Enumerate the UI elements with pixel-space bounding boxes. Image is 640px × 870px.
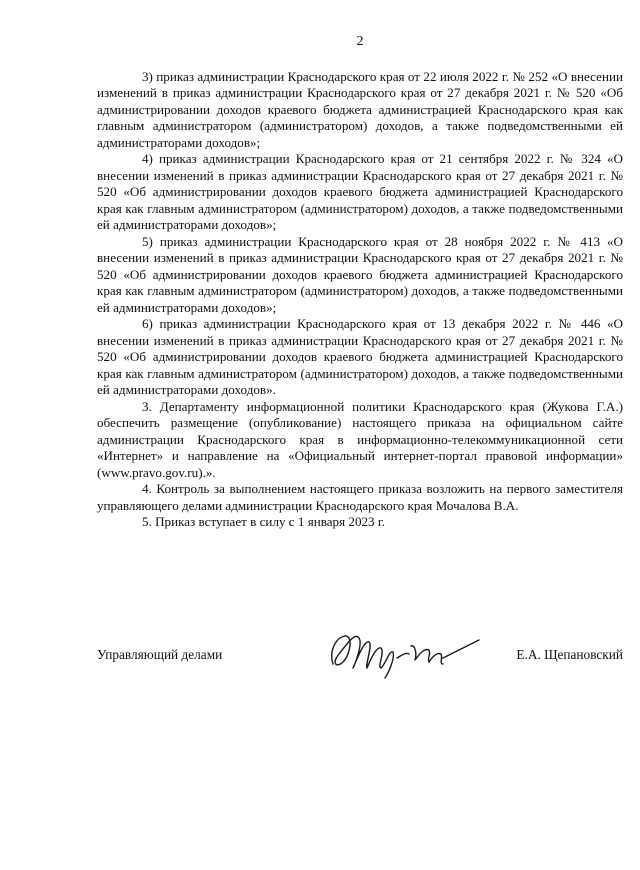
- handwritten-signature: [325, 624, 485, 680]
- paragraph-item-6: 6) приказ администрации Краснодарского края от 13 декабря 2022 г. № 446 «О внесении изменений в приказ администрации Краснодарского края от 27 декабря 2021 г. № 520 «Об администрировании доходов краевого бюджета администрацией Краснодарского края как главным администратором (администратором) доходов, а также подведомственными ей администраторами доходов».: [97, 316, 623, 397]
- paragraph-item-5: 5) приказ администрации Краснодарского края от 28 ноября 2022 г. № 413 «О внесении изменений в приказ администрации Краснодарского края от 27 декабря 2021 г. № 520 «Об администрировании доходов краевого бюджета администрацией Краснодарского края как главным администратором (администратором) доходов, а также подведомственными ей администраторами доходов»;: [97, 233, 623, 315]
- paragraph-clause-3: 3. Департаменту информационной политики Краснодарского края (Жукова Г.А.) обеспечить размещение (опубликование) настоящего приказа на официальном сайте администрации Краснодарского края в информационно-телекоммуникационной сети «Интернет» и направление на «Официальный интернет-портал правовой информации» (www.pravo.gov.ru).».: [97, 398, 623, 480]
- paragraph-clause-5: 5. Приказ вступает в силу с 1 января 2023 г.: [142, 514, 386, 529]
- page-number: 2: [356, 34, 364, 49]
- paragraph-item-4: 4) приказ администрации Краснодарского края от 21 сентября 2022 г. № 324 «О внесении изменений в приказ администрации Краснодарского края от 27 декабря 2021 г. № 520 «Об администрировании доходов краевого бюджета администрацией Краснодарского края как главным администратором (администратором) доходов, а также подведомственными ей администраторами доходов»;: [97, 151, 623, 232]
- signatory-name: Е.А. Щепановский: [516, 647, 623, 662]
- paragraph-clause-4: 4. Контроль за выполнением настоящего приказа возложить на первого заместителя управляющего делами администрации Краснодарского края Мочалова В.А.: [97, 481, 623, 513]
- signatory-position: Управляющий делами: [97, 647, 223, 662]
- paragraph-item-3: 3) приказ администрации Краснодарского края от 22 июля 2022 г. № 252 «О внесении изменений в приказ администрации Краснодарского края от 27 декабря 2021 г. № 520 «Об администрировании доходов краевого бюджета администрацией Краснодарского края как главным администратором (администратором) доходов, а также подведомственными ей администраторами доходов»;: [97, 68, 623, 150]
- signature-block: [97, 638, 623, 688]
